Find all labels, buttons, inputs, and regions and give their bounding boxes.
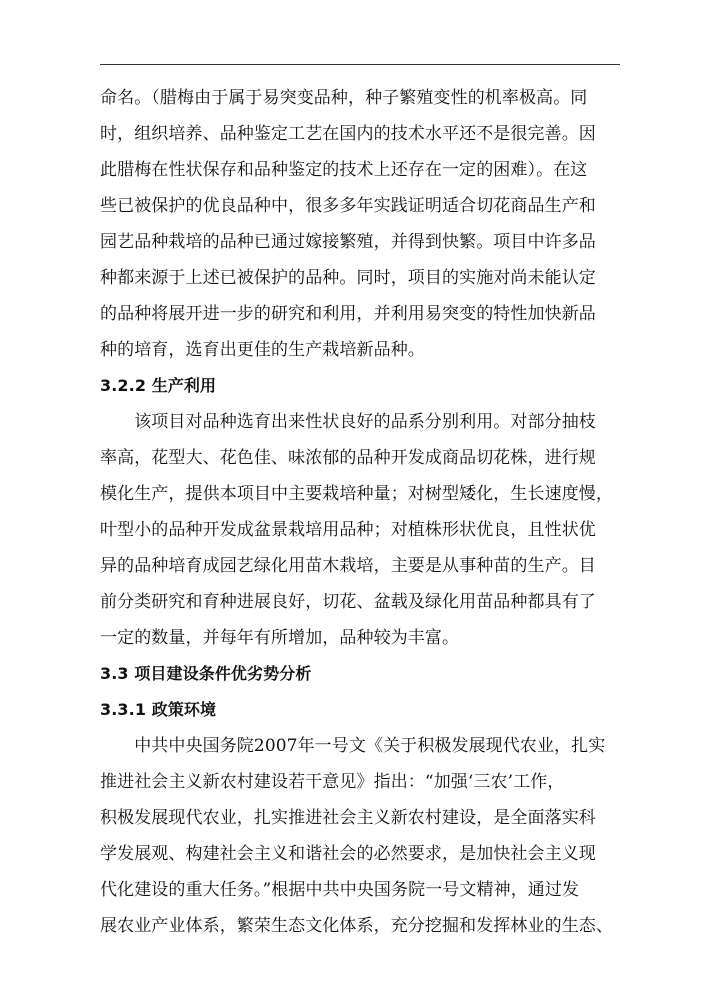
section-heading-3-2-2: 3.2.2 生产利用 xyxy=(100,376,217,395)
text-line: 积极发展现代农业，扎实推进社会主义新农村建设，是全面落实科 xyxy=(100,808,596,828)
text-line: 该项目对品种选育出来性状良好的品系分别利用。对部分抽枝 xyxy=(100,412,596,432)
text-line: 种的培育，选育出更佳的生产栽培新品种。 xyxy=(100,340,425,360)
text-line: 些已被保护的优良品种中，很多多年实践证明适合切花商品生产和 xyxy=(100,196,596,216)
text-line: 此腊梅在性状保存和品种鉴定的技术上还存在一定的困难）。在这 xyxy=(100,160,588,180)
section-heading-3-3: 3.3 项目建设条件优劣势分析 xyxy=(100,664,312,683)
text-line: 命名。（腊梅由于属于易突变品种，种子繁殖变性的机率极高。同 xyxy=(100,88,588,108)
text-line: 园艺品种栽培的品种已通过嫁接繁殖，并得到快繁。项目中许多品 xyxy=(100,232,596,252)
paragraph-intro xyxy=(100,80,630,368)
text-line: 学发展观、构建社会主义和谐社会的必然要求，是加快社会主义现 xyxy=(100,844,596,864)
document-body xyxy=(100,80,630,944)
text-line: 展农业产业体系，繁荣生态文化体系，充分挖掘和发挥林业的生态、 xyxy=(100,916,613,936)
text-line: 一定的数量，并每年有所增加，品种较为丰富。 xyxy=(100,628,460,648)
text-line: 推进社会主义新农村建设若干意见》指出：“加强‘三农’工作， xyxy=(100,772,565,792)
paragraph-production-use xyxy=(100,404,630,656)
text-line: 前分类研究和育种进展良好，切花、盆载及绿化用苗品种都具有了 xyxy=(100,592,596,612)
text-line: 中共中央国务院2007年一号文《关于积极发展现代农业，扎实 xyxy=(100,736,606,756)
text-line: 时，组织培养、品种鉴定工艺在国内的技术水平还不是很完善。因 xyxy=(100,124,596,144)
paragraph-policy-environment xyxy=(100,728,630,944)
text-line: 异的品种培育成园艺绿化用苗木栽培，主要是从事种苗的生产。目 xyxy=(100,556,596,576)
text-line: 叶型小的品种开发成盆景栽培用品种；对植株形状优良，且性状优 xyxy=(100,520,596,540)
text-line: 率高，花型大、花色佳、味浓郁的品种开发成商品切花株，进行规 xyxy=(100,448,596,468)
text-line: 种都来源于上述已被保护的品种。同时，项目的实施对尚未能认定 xyxy=(100,268,596,288)
text-line: 代化建设的重大任务。”根据中共中央国务院一号文精神，通过发 xyxy=(100,880,580,900)
text-line: 模化生产，提供本项目中主要栽培种量；对树型矮化，生长速度慢， xyxy=(100,484,613,504)
header-rule xyxy=(100,64,620,65)
section-heading-3-3-1: 3.3.1 政策环境 xyxy=(100,700,217,719)
text-line: 的品种将展开进一步的研究和利用，并利用易突变的特性加快新品 xyxy=(100,304,596,324)
